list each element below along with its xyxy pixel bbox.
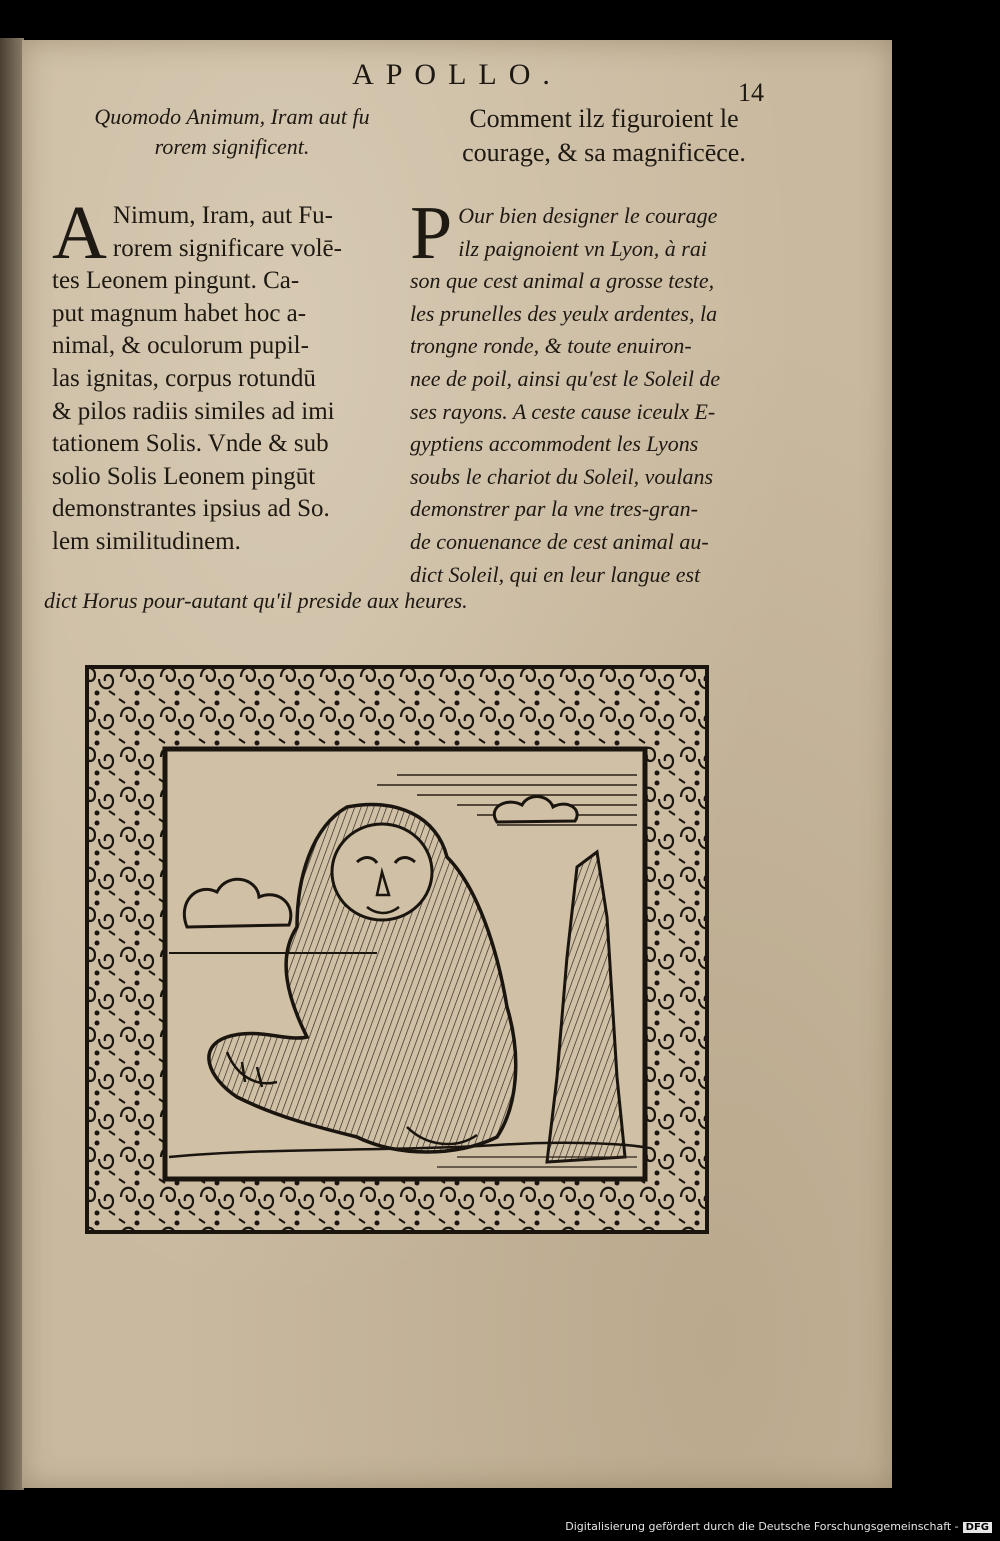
french-tail-line: dict Horus pour-autant qu'il preside aux heures. (44, 588, 468, 613)
french-heading (424, 102, 784, 170)
french-line: ilz paignoient vn Lyon, à rai (458, 235, 707, 261)
page-number: 14 (738, 78, 764, 107)
latin-heading-line: Quomodo Animum, Iram aut fu (94, 104, 370, 129)
digitization-credit (565, 1520, 992, 1533)
french-dropcap: P (410, 191, 453, 275)
latin-heading-line: rorem significent. (154, 134, 310, 159)
french-line: gyptiens accommodent les Lyons (410, 431, 699, 457)
latin-line: Nimum, Iram, aut Fu- (112, 202, 333, 229)
french-line: son que cest animal a grosse teste, (410, 268, 715, 294)
latin-line: demonstrantes ipsius ad So. (52, 495, 330, 523)
lion-woodcut-illustration (77, 657, 717, 1242)
dfg-logo: DFG (963, 1522, 992, 1533)
latin-line: rorem significare volē- (112, 234, 342, 262)
latin-line: nimal, & oculorum pupil- (52, 332, 309, 360)
latin-line: tationem Solis. Vnde & sub (52, 430, 329, 458)
french-line: trongne ronde, & toute enuiron- (410, 333, 692, 359)
latin-line: & pilos radiis similes ad imi (52, 397, 335, 425)
running-head: APOLLO. (352, 58, 562, 91)
latin-dropcap: A (52, 191, 107, 275)
book-spine-edge (0, 38, 24, 1490)
french-line: dict Soleil, qui en leur langue est (410, 561, 701, 587)
credit-text: Digitalisierung gefördert durch die Deutsche Forschungsgemeinschaft - (565, 1520, 959, 1533)
latin-line: tes Leonem pingunt. Ca- (52, 267, 300, 295)
french-line: nee de poil, ainsi qu'est le Soleil de (410, 365, 721, 391)
french-line: Our bien designer le courage (458, 203, 718, 228)
latin-line: las ignitas, corpus rotundū (52, 364, 316, 392)
french-line: soubs le chariot du Soleil, voulans (410, 463, 714, 489)
french-text (410, 191, 782, 591)
french-line: demonstrer par la vne tres-gran- (410, 496, 698, 522)
book-page (22, 40, 892, 1488)
french-heading-line: Comment ilz figuroient le (469, 104, 739, 133)
french-heading-line: courage, & sa magnificēce. (462, 138, 746, 167)
latin-heading (52, 102, 412, 162)
latin-line: put magnum habet hoc a- (52, 299, 307, 327)
latin-line: lem similitudinem. (52, 527, 241, 555)
latin-text (52, 191, 414, 559)
latin-line: solio Solis Leonem pingūt (52, 462, 316, 490)
french-line: ses rayons. A ceste cause iceulx E- (410, 398, 716, 424)
french-line: les prunelles des yeulx ardentes, la (410, 300, 718, 326)
french-line: de conuenance de cest animal au- (410, 528, 709, 554)
